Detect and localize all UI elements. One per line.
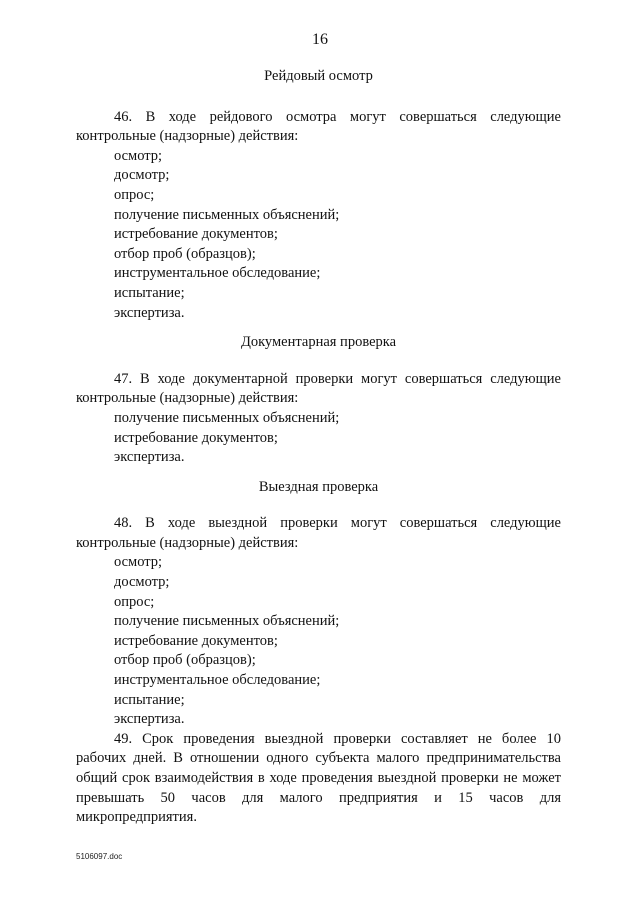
section-heading-field-check: Выездная проверка bbox=[258, 478, 379, 495]
list-item: досмотр; bbox=[114, 167, 170, 184]
footer-filename: 5106097.doc bbox=[76, 852, 123, 861]
list-item: экспертиза. bbox=[114, 449, 185, 466]
list-item: получение письменных объяснений; bbox=[114, 206, 340, 223]
list-item: экспертиза. bbox=[114, 711, 185, 728]
document-body bbox=[76, 67, 561, 828]
paragraph-46: 46. В ходе рейдового осмотра могут совершаться следующие контрольные (надзорные) действия: bbox=[76, 108, 561, 145]
list-item: отбор проб (образцов); bbox=[114, 245, 256, 262]
paragraph-48: 48. В ходе выездной проверки могут совершаться следующие контрольные (надзорные) действия: bbox=[76, 515, 561, 551]
section-heading-raid-inspection: Рейдовый осмотр bbox=[264, 68, 373, 84]
list-item: отбор проб (образцов); bbox=[114, 652, 256, 669]
list-item: истребование документов; bbox=[114, 226, 278, 243]
list-item: истребование документов; bbox=[114, 429, 278, 446]
list-item: испытание; bbox=[114, 284, 185, 301]
list-item: истребование документов; bbox=[114, 632, 278, 649]
list-item: осмотр; bbox=[114, 554, 163, 571]
list-item: инструментальное обследование; bbox=[114, 672, 321, 689]
page-number: 16 bbox=[312, 31, 328, 48]
list-item: досмотр; bbox=[114, 574, 170, 591]
list-item: осмотр; bbox=[114, 147, 163, 164]
list-item: получение письменных объяснений; bbox=[114, 409, 340, 426]
list-item: испытание; bbox=[114, 691, 185, 708]
section-heading-documentary-check: Документарная проверка bbox=[240, 334, 397, 351]
list-item: получение письменных объяснений; bbox=[114, 613, 340, 630]
list-item: опрос; bbox=[114, 186, 155, 203]
list-item: инструментальное обследование; bbox=[114, 265, 321, 282]
list-item: опрос; bbox=[114, 593, 155, 610]
paragraph-47: 47. В ходе документарной проверки могут совершаться следующие контрольные (надзорные) действия: bbox=[76, 370, 561, 407]
list-item: экспертиза. bbox=[114, 304, 185, 321]
paragraph-49: 49. Срок проведения выездной проверки составляет не более 10 рабочих дней. В отношении одного субъекта малого предпринимательства общий срок взаимодействия в ходе проведения выездной проверки не может превышать 50 часов для малого предприятия и 15 часов для микропредприятия. bbox=[76, 730, 561, 826]
